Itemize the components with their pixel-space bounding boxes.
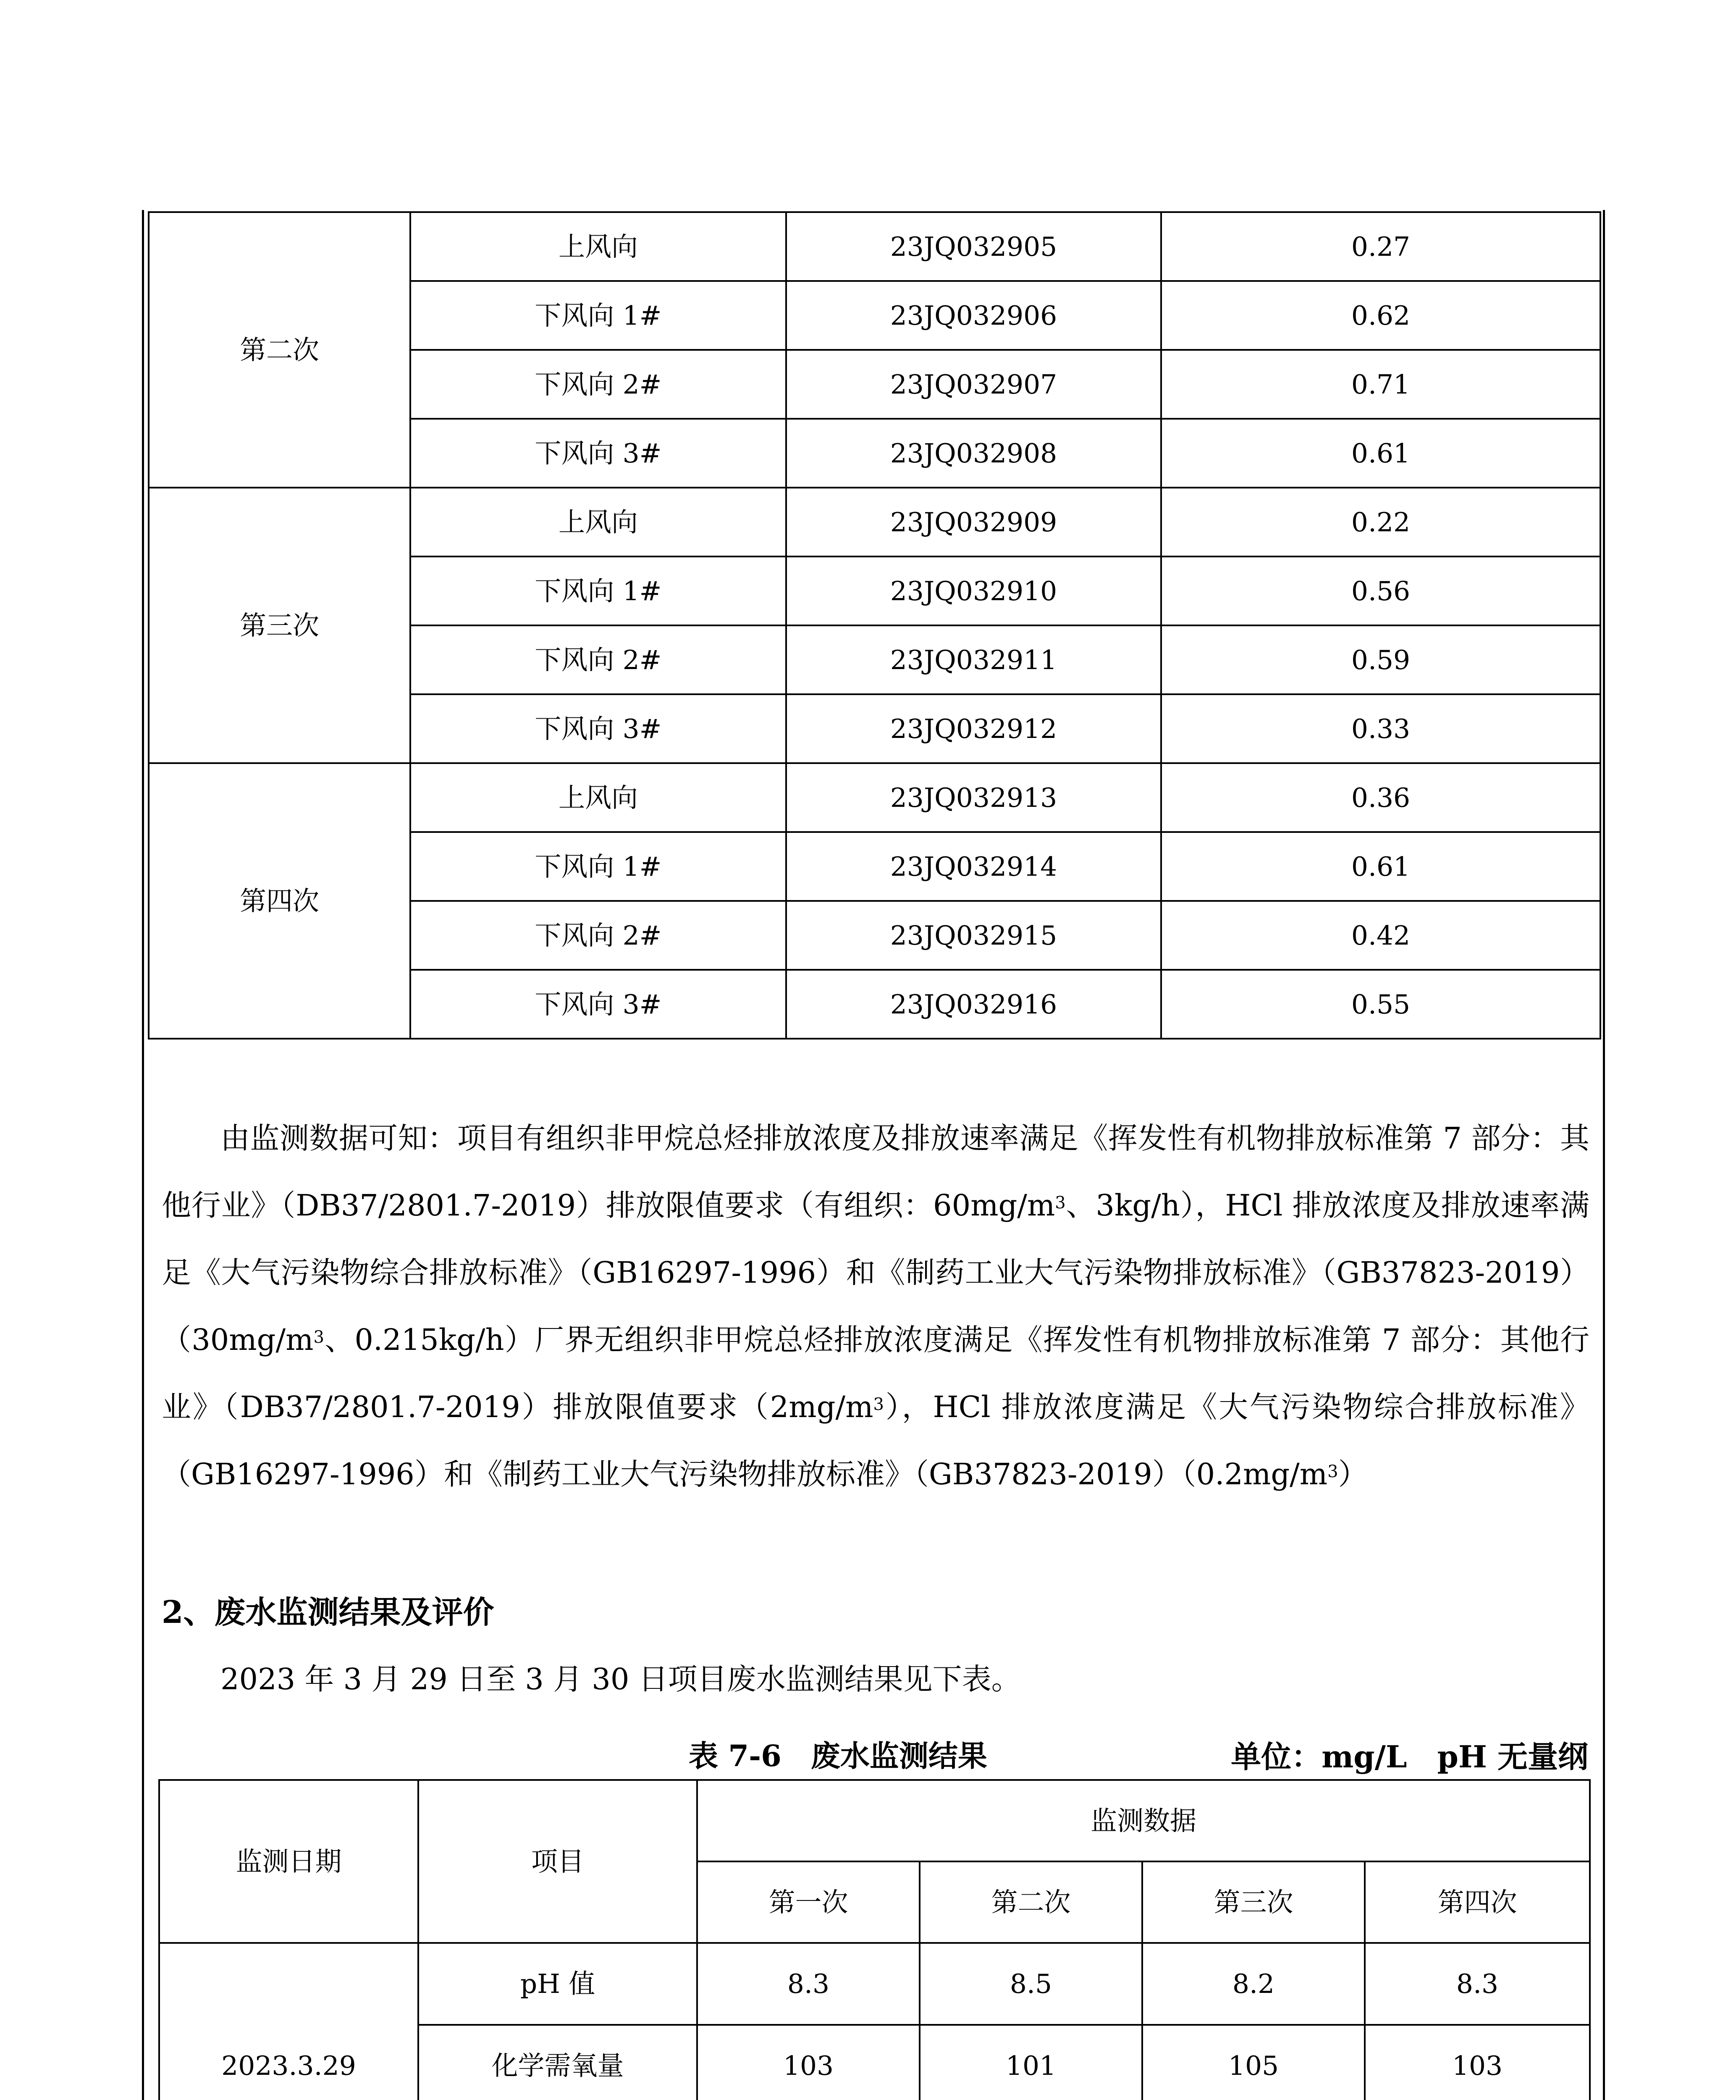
section-heading: 2、废水监测结果及评价 (162, 1594, 494, 1630)
position-cell: 下风向 3# (410, 694, 786, 763)
sample-id-cell: 23JQ032909 (786, 488, 1161, 556)
header-run: 第四次 (1365, 1861, 1590, 1943)
value-cell: 8.5 (920, 1943, 1142, 2025)
table-row (149, 763, 1600, 832)
item-cell: pH 值 (418, 1943, 697, 2025)
table-row (149, 212, 1600, 281)
position-cell: 下风向 3# (410, 419, 786, 488)
header-date: 监测日期 (159, 1780, 418, 1943)
value-cell: 8.2 (1142, 1943, 1365, 2025)
position-cell: 下风向 3# (410, 970, 786, 1039)
value-cell: 0.22 (1161, 488, 1600, 556)
value-cell: 103 (1365, 2025, 1590, 2100)
position-cell: 上风向 (410, 763, 786, 832)
sample-id-cell: 23JQ032913 (786, 763, 1161, 832)
paragraph-text: ） (1338, 1457, 1368, 1491)
value-cell: 0.61 (1161, 832, 1600, 901)
sample-id-cell: 23JQ032916 (786, 970, 1161, 1039)
table-caption: 表 7-6 废水监测结果 (689, 1738, 987, 1773)
sample-id-cell: 23JQ032907 (786, 350, 1161, 419)
sample-id-cell: 23JQ032914 (786, 832, 1161, 901)
table-unit: 单位：mg/L pH 无量纲 (1231, 1739, 1588, 1774)
evaluation-paragraph (162, 1105, 1589, 1508)
air-monitoring-table (148, 211, 1601, 1040)
value-cell: 8.3 (1365, 1943, 1590, 2025)
superscript: 3 (1055, 1193, 1066, 1213)
header-data: 监测数据 (697, 1780, 1590, 1861)
value-cell: 0.61 (1161, 419, 1600, 488)
value-cell: 101 (920, 2025, 1142, 2100)
header-run: 第一次 (697, 1861, 920, 1943)
wastewater-monitoring-table (158, 1779, 1591, 2100)
paragraph-text: 、3kg/h），HCl 排放浓度及排放速率满足《大气污染物综合排放标准》（GB16297-1996）和《制药工业大气污染物排放标准》（GB37823-2019）（30mg/m (162, 1188, 1589, 1357)
group-label: 第二次 (149, 212, 410, 488)
header-item: 项目 (418, 1780, 697, 1943)
sample-id-cell: 23JQ032912 (786, 694, 1161, 763)
value-cell: 8.3 (697, 1943, 920, 2025)
superscript: 3 (873, 1395, 884, 1414)
position-cell: 下风向 2# (410, 350, 786, 419)
sample-id-cell: 23JQ032911 (786, 625, 1161, 694)
header-run: 第三次 (1142, 1861, 1365, 1943)
group-label: 第四次 (149, 763, 410, 1039)
position-cell: 上风向 (410, 212, 786, 281)
position-cell: 下风向 1# (410, 281, 786, 350)
position-cell: 下风向 1# (410, 832, 786, 901)
value-cell: 0.33 (1161, 694, 1600, 763)
value-cell: 0.56 (1161, 556, 1600, 625)
superscript: 3 (313, 1328, 324, 1347)
paragraph-text: ），HCl 排放浓度满足《大气污染物综合排放标准》（GB16297-1996）和《制药工业大气污染物排放标准》（GB37823-2019）（0.2mg/m (162, 1390, 1589, 1491)
value-cell: 0.62 (1161, 281, 1600, 350)
group-label: 第三次 (149, 488, 410, 763)
position-cell: 下风向 2# (410, 901, 786, 970)
section-intro: 2023 年 3 月 29 日至 3 月 30 日项目废水监测结果见下表。 (220, 1662, 1021, 1696)
value-cell: 0.55 (1161, 970, 1600, 1039)
table-row (159, 1943, 1590, 2025)
sample-id-cell: 23JQ032906 (786, 281, 1161, 350)
value-cell: 105 (1142, 2025, 1365, 2100)
date-cell: 2023.3.29 (159, 1943, 418, 2100)
value-cell: 0.42 (1161, 901, 1600, 970)
value-cell: 0.59 (1161, 625, 1600, 694)
value-cell: 0.27 (1161, 212, 1600, 281)
table-header-row (159, 1780, 1590, 1861)
table-row (149, 488, 1600, 556)
value-cell: 0.36 (1161, 763, 1600, 832)
position-cell: 下风向 2# (410, 625, 786, 694)
position-cell: 下风向 1# (410, 556, 786, 625)
position-cell: 上风向 (410, 488, 786, 556)
paragraph-text: 、0.215kg/h）厂界无组织非甲烷总烃排放浓度满足《挥发性有机物排放标准第 7 部分：其他行业》（DB37/2801.7-2019）排放限值要求（2mg/m (162, 1323, 1589, 1424)
value-cell: 103 (697, 2025, 920, 2100)
value-cell: 0.71 (1161, 350, 1600, 419)
sample-id-cell: 23JQ032905 (786, 212, 1161, 281)
sample-id-cell: 23JQ032915 (786, 901, 1161, 970)
paragraph-text: 由监测数据可知：项目有组织非甲烷总烃排放浓度及排放速率满足《挥发性有机物排放标准第 7 部分：其他行业》（DB37/2801.7-2019）排放限值要求（有组织：60mg/m (162, 1121, 1589, 1223)
sample-id-cell: 23JQ032908 (786, 419, 1161, 488)
header-run: 第二次 (920, 1861, 1142, 1943)
item-cell: 化学需氧量 (418, 2025, 697, 2100)
sample-id-cell: 23JQ032910 (786, 556, 1161, 625)
superscript: 3 (1327, 1462, 1338, 1481)
